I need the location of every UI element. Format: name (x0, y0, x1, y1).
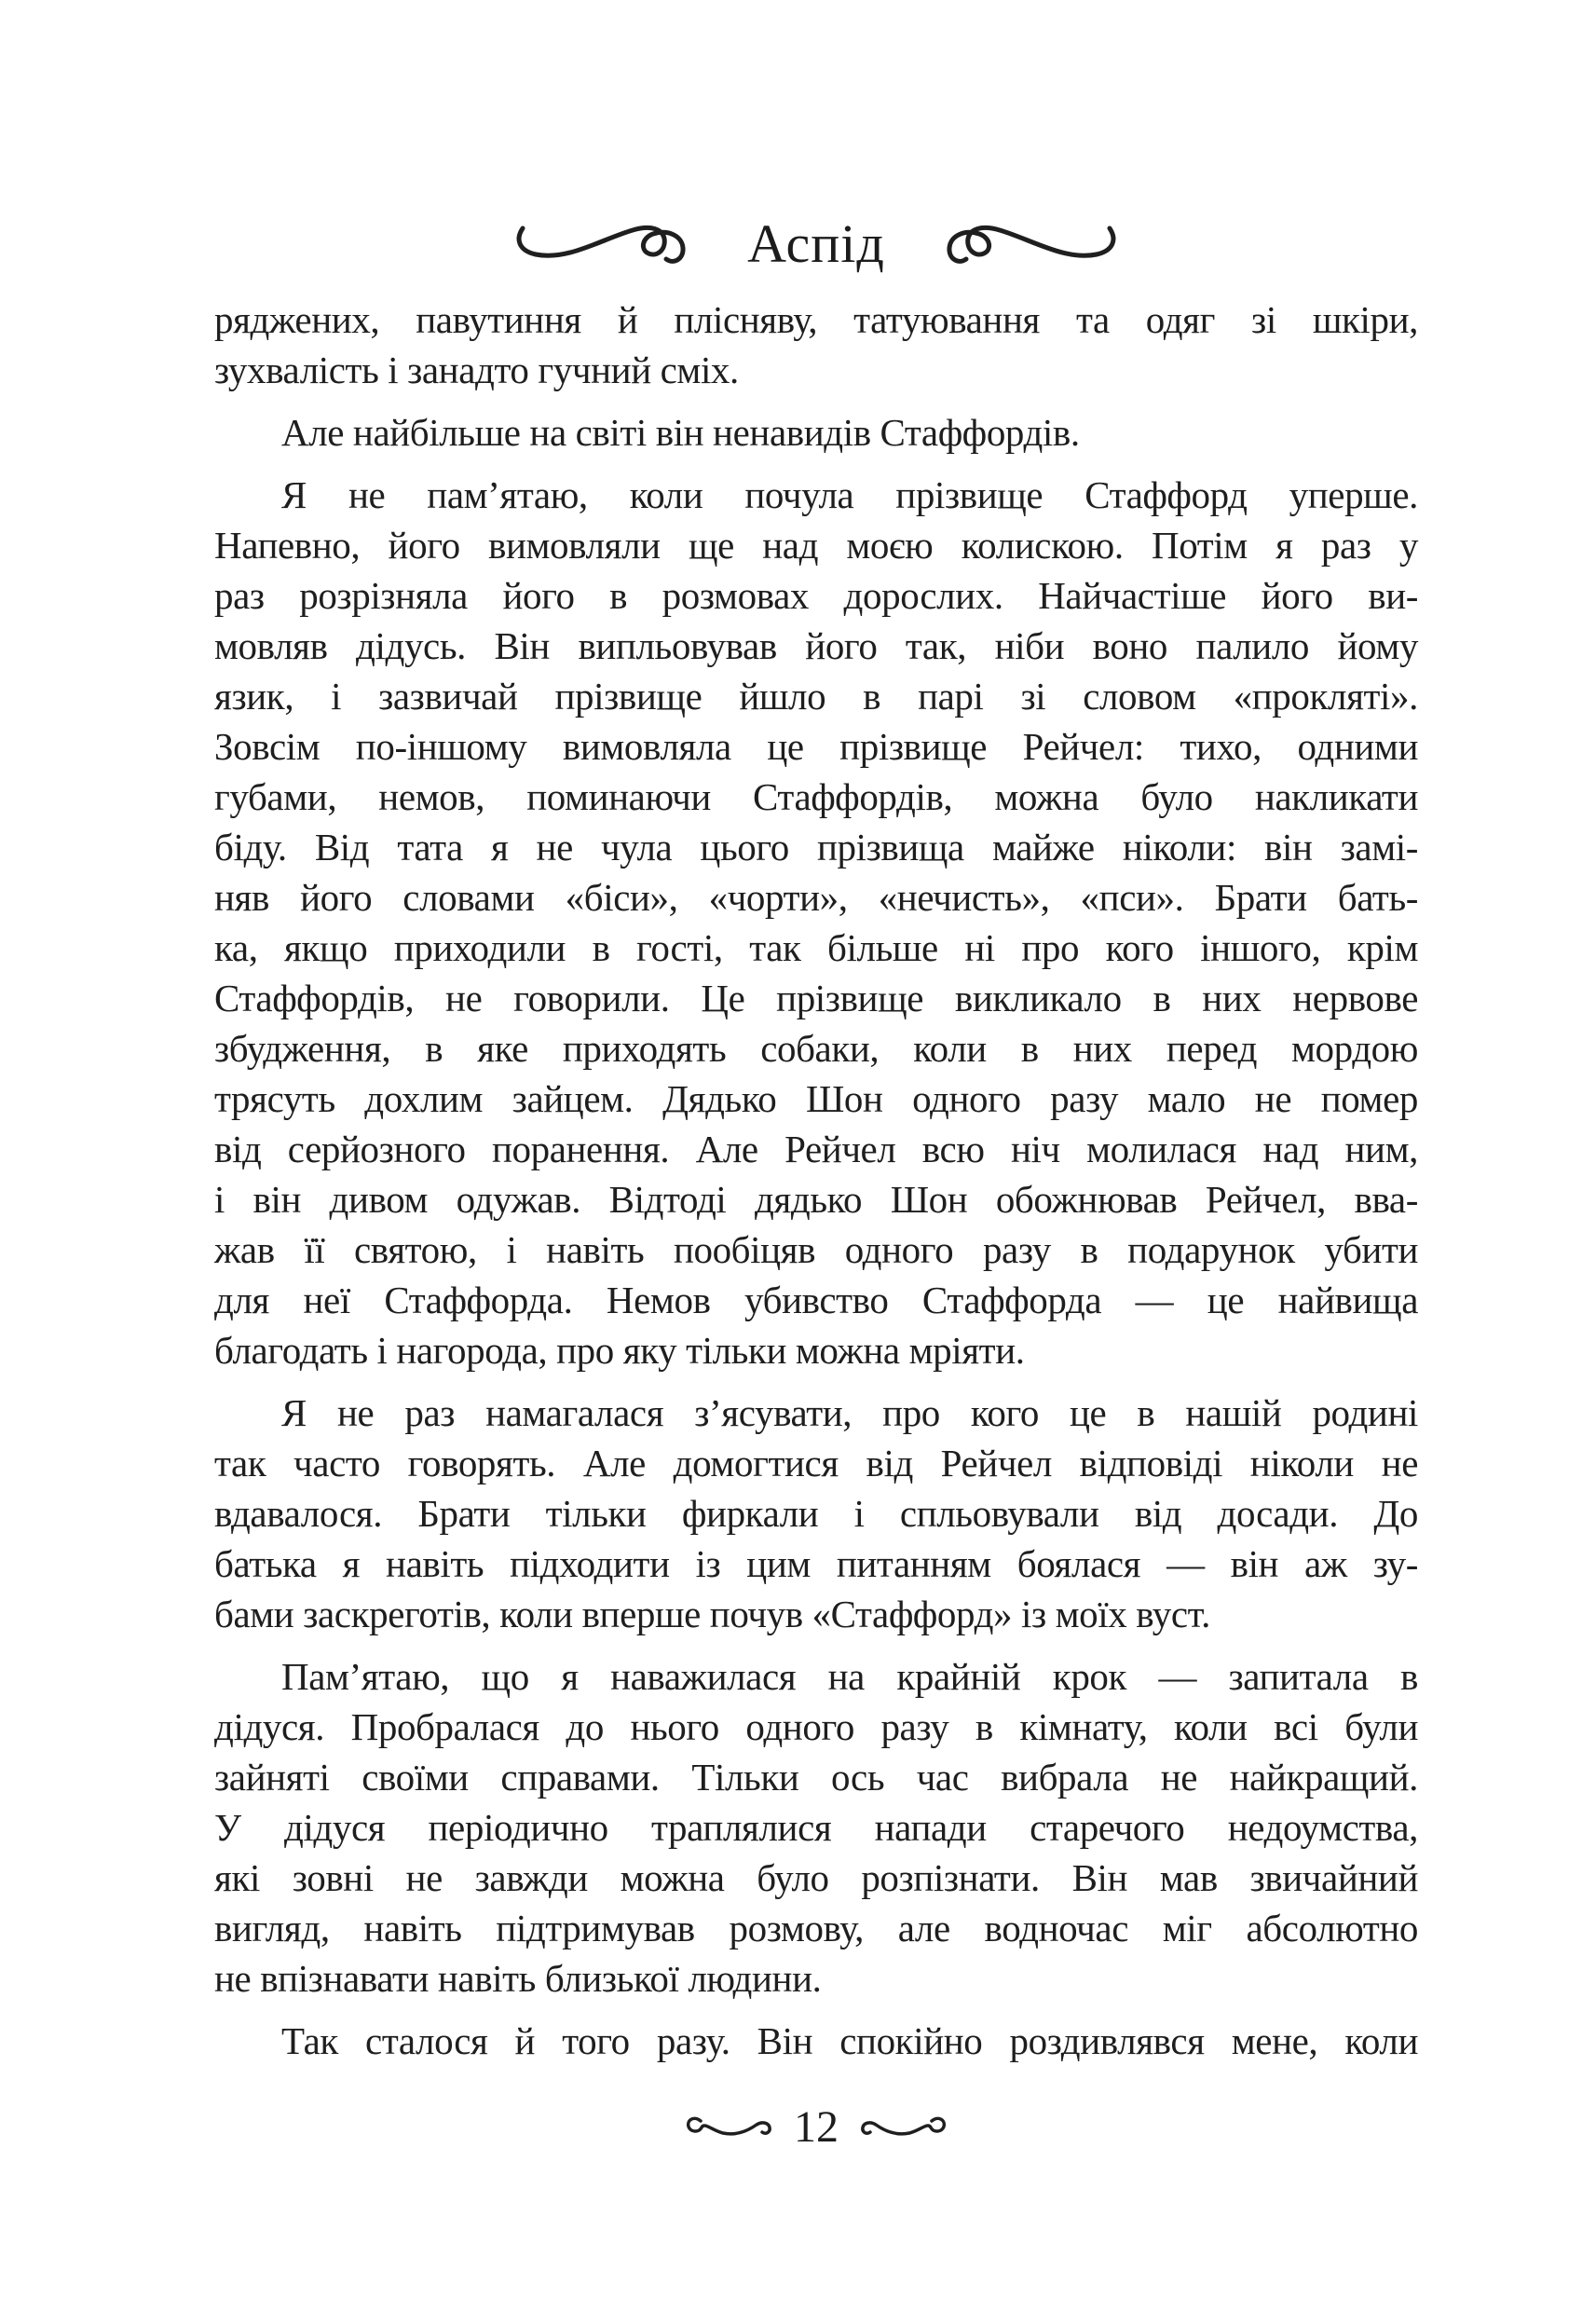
text-line: Але найбільше на світі він ненавидів Стаффордів. (281, 411, 1080, 454)
text-line: збудження, в яке приходять собаки, коли в них перед мордою (214, 1027, 1418, 1070)
footer-flourish-right-icon (857, 2108, 950, 2147)
paragraph (214, 294, 1418, 395)
page-number: 12 (794, 2102, 839, 2152)
text-line: так часто говорять. Але домогтися від Рейчел відповіді ніколи не (214, 1442, 1418, 1484)
paragraph (214, 1388, 1418, 1639)
paragraph (214, 407, 1418, 458)
text-line: Я не пам’ятаю, коли почула прізвище Стаффорд уперше. (281, 473, 1418, 516)
text-line: батька я навіть підходити із цим питанням боялася — він аж зу- (214, 1542, 1418, 1585)
text-line: Стаффордів, не говорили. Це прізвище викликало в них нервове (214, 977, 1418, 1019)
text-line: Напевно, його вимовляли ще над моєю колискою. Потім я раз у (214, 524, 1418, 567)
text-line: вигляд, навіть підтримував розмову, але водночас міг абсолютно (214, 1907, 1418, 1949)
text-line: не впізнавати навіть близької людини. (214, 1957, 822, 2000)
text-line: які зовні не завжди можна було розпізнати. Він мав звичайний (214, 1856, 1418, 1899)
text-line: ка, якщо приходили в гості, так більше ні про кого іншого, крім (214, 926, 1418, 969)
text-line: ряджених, павутиння й плісняву, татуювання та одяг зі шкіри, (214, 298, 1418, 341)
chapter-header (214, 198, 1418, 291)
text-block (214, 294, 1418, 2066)
text-line: Так сталося й того разу. Він спокійно роздивлявся мене, коли (281, 2019, 1418, 2062)
header-flourish-left-icon (513, 208, 723, 280)
text-line: від серйозного поранення. Але Рейчел всю ніч молилася над ним, (214, 1128, 1418, 1170)
text-line: і він дивом одужав. Відтоді дядько Шон обожнював Рейчел, вва- (214, 1178, 1418, 1221)
text-line: зухвалість і занадто гучний сміх. (214, 349, 739, 391)
text-line: вдавалося. Брати тільки фиркали і спльовували від досади. До (214, 1492, 1418, 1535)
page-footer (214, 2086, 1418, 2169)
text-line: трясуть дохлим зайцем. Дядько Шон одного разу мало не помер (214, 1077, 1418, 1120)
text-line: няв його словами «біси», «чорти», «нечисть», «пси». Брати бать- (214, 876, 1418, 919)
header-flourish-right-icon (909, 208, 1119, 280)
text-line: раз розрізняла його в розмовах дорослих. Найчастіше його ви- (214, 574, 1418, 617)
text-line: Пам’ятаю, що я наважилася на крайній крок — запитала в (281, 1655, 1418, 1698)
text-line: зайняті своїми справами. Тільки ось час вибрала не найкращий. (214, 1756, 1418, 1799)
paragraph (214, 470, 1418, 1375)
text-line: біду. Від тата я не чула цього прізвища майже ніколи: він замі- (214, 826, 1418, 869)
text-line: Зовсім по-іншому вимовляла це прізвище Рейчел: тихо, одними (214, 725, 1418, 768)
text-line: У дідуся періодично траплялися напади старечого недоумства, (214, 1806, 1418, 1849)
text-line: губами, немов, поминаючи Стаффордів, можна було накликати (214, 775, 1418, 818)
paragraph (214, 1651, 1418, 2004)
text-line: жав її святою, і навіть пообіцяв одного разу в подарунок убити (214, 1228, 1418, 1271)
text-line: бами заскреготів, коли вперше почув «Стаффорд» із моїх вуст. (214, 1593, 1210, 1635)
text-line: Я не раз намагалася з’ясувати, про кого це в нашій родині (281, 1391, 1418, 1434)
text-line: благодать і нагорода, про яку тільки можна мріяти. (214, 1329, 1025, 1372)
text-line: дідуся. Пробралася до нього одного разу в кімнату, коли всі були (214, 1705, 1418, 1748)
text-line: для неї Стаффорда. Немов убивство Стаффорда — це найвища (214, 1279, 1418, 1321)
paragraph (214, 2016, 1418, 2066)
text-line: мовляв дідусь. Він випльовував його так, ніби воно палило йому (214, 624, 1418, 667)
page-title: Аспід (747, 213, 885, 274)
text-line: язик, і зазвичай прізвище йшло в парі зі словом «прокляті». (214, 675, 1418, 718)
footer-flourish-left-icon (682, 2108, 775, 2147)
